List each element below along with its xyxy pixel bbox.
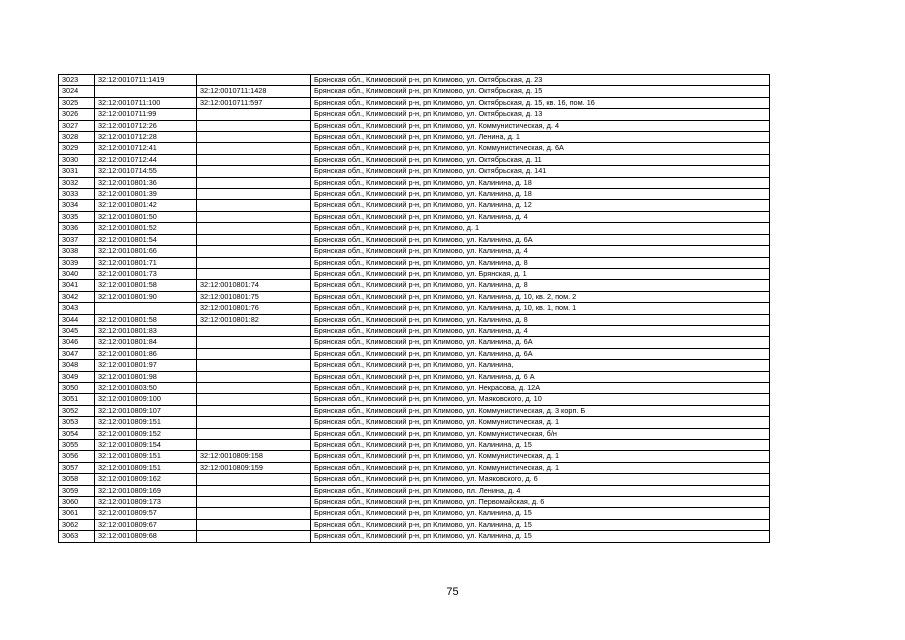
address-cell: Брянская обл., Климовский р-н, рп Климово, ул. Ленина, д. 1 [311,132,770,143]
row-number-cell: 3040 [59,268,95,279]
cadastral-number-cell: 32:12:0010801:39 [95,189,197,200]
row-number-cell: 3047 [59,348,95,359]
related-cadastral-number-cell: 32:12:0010801:82 [197,314,311,325]
cadastral-number-cell: 32:12:0010711:1419 [95,75,197,86]
related-cadastral-number-cell [197,394,311,405]
address-cell: Брянская обл., Климовский р-н, рп Климово, ул. Маяковского, д. 10 [311,394,770,405]
cadastral-number-cell: 32:12:0010809:107 [95,405,197,416]
address-cell: Брянская обл., Климовский р-н, рп Климово, ул. Калинина, д. 6 А [311,371,770,382]
table-row [59,440,770,451]
related-cadastral-number-cell [197,154,311,165]
related-cadastral-number-cell [197,257,311,268]
table-row [59,97,770,108]
cadastral-number-cell: 32:12:0010801:50 [95,211,197,222]
address-cell: Брянская обл., Климовский р-н, рп Климово, ул. Калинина, д. 15 [311,531,770,542]
cadastral-number-cell: 32:12:0010801:73 [95,268,197,279]
table-row [59,497,770,508]
related-cadastral-number-cell [197,405,311,416]
related-cadastral-number-cell [197,109,311,120]
related-cadastral-number-cell [197,485,311,496]
cadastral-number-cell: 32:12:0010809:169 [95,485,197,496]
related-cadastral-number-cell: 32:12:0010809:158 [197,451,311,462]
address-cell: Брянская обл., Климовский р-н, рп Климово, ул. Коммунистическая, д. 1 [311,451,770,462]
row-number-cell: 3025 [59,97,95,108]
row-number-cell: 3053 [59,417,95,428]
table-row [59,189,770,200]
cadastral-number-cell: 32:12:0010801:58 [95,280,197,291]
row-number-cell: 3024 [59,86,95,97]
row-number-cell: 3026 [59,109,95,120]
related-cadastral-number-cell [197,120,311,131]
row-number-cell: 3045 [59,325,95,336]
table-row [59,382,770,393]
row-number-cell: 3027 [59,120,95,131]
row-number-cell: 3052 [59,405,95,416]
table-row [59,223,770,234]
table-row [59,75,770,86]
related-cadastral-number-cell [197,325,311,336]
row-number-cell: 3031 [59,166,95,177]
row-number-cell: 3049 [59,371,95,382]
address-cell: Брянская обл., Климовский р-н, рп Климово, ул. Октябрьская, д. 141 [311,166,770,177]
related-cadastral-number-cell: 32:12:0010711:1428 [197,86,311,97]
table-row [59,325,770,336]
cadastral-number-cell: 32:12:0010809:173 [95,497,197,508]
related-cadastral-number-cell [197,508,311,519]
row-number-cell: 3061 [59,508,95,519]
row-number-cell: 3034 [59,200,95,211]
related-cadastral-number-cell [197,371,311,382]
cadastral-number-cell: 32:12:0010809:154 [95,440,197,451]
cadastral-number-cell: 32:12:0010801:66 [95,246,197,257]
address-cell: Брянская обл., Климовский р-н, рп Климово, ул. Брянская, д. 1 [311,268,770,279]
table-row [59,291,770,302]
cadastral-number-cell: 32:12:0010803:50 [95,382,197,393]
row-number-cell: 3057 [59,462,95,473]
table-row [59,360,770,371]
table-row [59,86,770,97]
related-cadastral-number-cell: 32:12:0010711:597 [197,97,311,108]
cadastral-number-cell [95,303,197,314]
related-cadastral-number-cell [197,211,311,222]
address-cell: Брянская обл., Климовский р-н, рп Климово, ул. Октябрьская, д. 13 [311,109,770,120]
cadastral-number-cell: 32:12:0010712:28 [95,132,197,143]
cadastral-number-cell: 32:12:0010809:151 [95,417,197,428]
address-cell: Брянская обл., Климовский р-н, рп Климово, ул. Калинина, д. 4 [311,246,770,257]
row-number-cell: 3037 [59,234,95,245]
address-cell: Брянская обл., Климовский р-н, рп Климово, ул. Калинина, д. 10, кв. 1, пом. 1 [311,303,770,314]
registry-table [58,74,770,543]
row-number-cell: 3059 [59,485,95,496]
table-row [59,303,770,314]
table-row [59,280,770,291]
address-cell: Брянская обл., Климовский р-н, рп Климово, ул. Калинина, д. 8 [311,257,770,268]
address-cell: Брянская обл., Климовский р-н, рп Климово, ул. Калинина, д. 6А [311,337,770,348]
cadastral-number-cell: 32:12:0010809:151 [95,451,197,462]
related-cadastral-number-cell [197,531,311,542]
related-cadastral-number-cell [197,428,311,439]
address-cell: Брянская обл., Климовский р-н, рп Климово, ул. Октябрьская, д. 11 [311,154,770,165]
cadastral-number-cell: 32:12:0010712:41 [95,143,197,154]
cadastral-number-cell: 32:12:0010801:58 [95,314,197,325]
table-row [59,268,770,279]
table-row [59,143,770,154]
row-number-cell: 3030 [59,154,95,165]
address-cell: Брянская обл., Климовский р-н, рп Климово, ул. Калинина, д. 8 [311,314,770,325]
address-cell: Брянская обл., Климовский р-н, рп Климово, ул. Некрасова, д. 12А [311,382,770,393]
row-number-cell: 3032 [59,177,95,188]
cadastral-number-cell: 32:12:0010801:36 [95,177,197,188]
address-cell: Брянская обл., Климовский р-н, рп Климово, ул. Коммунистическая, д. 1 [311,417,770,428]
address-cell: Брянская обл., Климовский р-н, рп Климово, ул. Калинина, д. 4 [311,325,770,336]
related-cadastral-number-cell [197,189,311,200]
cadastral-number-cell: 32:12:0010801:42 [95,200,197,211]
address-cell: Брянская обл., Климовский р-н, рп Климово, ул. Калинина, д. 6А [311,348,770,359]
row-number-cell: 3051 [59,394,95,405]
row-number-cell: 3048 [59,360,95,371]
cadastral-number-cell [95,86,197,97]
row-number-cell: 3058 [59,474,95,485]
related-cadastral-number-cell [197,474,311,485]
table-row [59,474,770,485]
related-cadastral-number-cell: 32:12:0010801:75 [197,291,311,302]
cadastral-number-cell: 32:12:0010801:90 [95,291,197,302]
cadastral-number-cell: 32:12:0010809:67 [95,519,197,530]
table-row [59,234,770,245]
table-row [59,462,770,473]
related-cadastral-number-cell [197,440,311,451]
address-cell: Брянская обл., Климовский р-н, рп Климово, ул. Калинина, д. 15 [311,508,770,519]
table-row [59,257,770,268]
related-cadastral-number-cell [197,382,311,393]
table-row [59,120,770,131]
row-number-cell: 3039 [59,257,95,268]
address-cell: Брянская обл., Климовский р-н, рп Климово, ул. Калинина, д. 18 [311,177,770,188]
row-number-cell: 3044 [59,314,95,325]
row-number-cell: 3035 [59,211,95,222]
cadastral-number-cell: 32:12:0010801:84 [95,337,197,348]
address-cell: Брянская обл., Климовский р-н, рп Климово, ул. Калинина, д. 15 [311,519,770,530]
cadastral-number-cell: 32:12:0010712:44 [95,154,197,165]
row-number-cell: 3029 [59,143,95,154]
cadastral-number-cell: 32:12:0010801:97 [95,360,197,371]
row-number-cell: 3050 [59,382,95,393]
related-cadastral-number-cell [197,223,311,234]
address-cell: Брянская обл., Климовский р-н, рп Климово, ул. Коммунистическая, б/н [311,428,770,439]
table-row [59,519,770,530]
address-cell: Брянская обл., Климовский р-н, рп Климово, ул. Калинина, д. 10, кв. 2, пом. 2 [311,291,770,302]
cadastral-number-cell: 32:12:0010809:57 [95,508,197,519]
address-cell: Брянская обл., Климовский р-н, рп Климово, ул. Коммунистическая, д. 3 корп. Б [311,405,770,416]
related-cadastral-number-cell [197,268,311,279]
table-row [59,166,770,177]
table-row [59,394,770,405]
table-row [59,451,770,462]
related-cadastral-number-cell [197,246,311,257]
related-cadastral-number-cell [197,177,311,188]
related-cadastral-number-cell: 32:12:0010801:74 [197,280,311,291]
address-cell: Брянская обл., Климовский р-н, рп Климово, ул. Октябрьская, д. 15 [311,86,770,97]
address-cell: Брянская обл., Климовский р-н, рп Климово, ул. Маяковского, д. 6 [311,474,770,485]
cadastral-number-cell: 32:12:0010809:151 [95,462,197,473]
address-cell: Брянская обл., Климовский р-н, рп Климово, ул. Калинина, д. 8 [311,280,770,291]
related-cadastral-number-cell [197,348,311,359]
related-cadastral-number-cell [197,166,311,177]
registry-table-body [59,75,770,543]
address-cell: Брянская обл., Климовский р-н, рп Климово, ул. Первомайская, д. 6 [311,497,770,508]
row-number-cell: 3036 [59,223,95,234]
related-cadastral-number-cell [197,360,311,371]
row-number-cell: 3028 [59,132,95,143]
table-row [59,405,770,416]
related-cadastral-number-cell [197,75,311,86]
cadastral-number-cell: 32:12:0010712:26 [95,120,197,131]
table-row [59,314,770,325]
related-cadastral-number-cell [197,417,311,428]
row-number-cell: 3038 [59,246,95,257]
related-cadastral-number-cell [197,234,311,245]
address-cell: Брянская обл., Климовский р-н, рп Климово, пл. Ленина, д. 4 [311,485,770,496]
row-number-cell: 3042 [59,291,95,302]
table-row [59,246,770,257]
row-number-cell: 3062 [59,519,95,530]
cadastral-number-cell: 32:12:0010711:100 [95,97,197,108]
related-cadastral-number-cell [197,143,311,154]
table-row [59,154,770,165]
row-number-cell: 3055 [59,440,95,451]
table-row [59,200,770,211]
address-cell: Брянская обл., Климовский р-н, рп Климово, ул. Калинина, [311,360,770,371]
cadastral-number-cell: 32:12:0010711:99 [95,109,197,120]
table-row [59,337,770,348]
table-row [59,508,770,519]
address-cell: Брянская обл., Климовский р-н, рп Климово, д. 1 [311,223,770,234]
cadastral-number-cell: 32:12:0010801:71 [95,257,197,268]
related-cadastral-number-cell [197,519,311,530]
address-cell: Брянская обл., Климовский р-н, рп Климово, ул. Калинина, д. 6А [311,234,770,245]
address-cell: Брянская обл., Климовский р-н, рп Климово, ул. Октябрьская, д. 23 [311,75,770,86]
cadastral-number-cell: 32:12:0010809:100 [95,394,197,405]
cadastral-number-cell: 32:12:0010801:54 [95,234,197,245]
cadastral-number-cell: 32:12:0010801:98 [95,371,197,382]
cadastral-number-cell: 32:12:0010801:52 [95,223,197,234]
row-number-cell: 3060 [59,497,95,508]
table-row [59,485,770,496]
row-number-cell: 3043 [59,303,95,314]
table-row [59,531,770,542]
address-cell: Брянская обл., Климовский р-н, рп Климово, ул. Коммунистическая, д. 6А [311,143,770,154]
table-row [59,132,770,143]
cadastral-number-cell: 32:12:0010714:55 [95,166,197,177]
table-row [59,109,770,120]
address-cell: Брянская обл., Климовский р-н, рп Климово, ул. Калинина, д. 15 [311,440,770,451]
row-number-cell: 3054 [59,428,95,439]
address-cell: Брянская обл., Климовский р-н, рп Климово, ул. Коммунистическая, д. 4 [311,120,770,131]
cadastral-number-cell: 32:12:0010809:152 [95,428,197,439]
row-number-cell: 3023 [59,75,95,86]
address-cell: Брянская обл., Климовский р-н, рп Климово, ул. Коммунистическая, д. 1 [311,462,770,473]
page-number: 75 [446,586,459,598]
row-number-cell: 3063 [59,531,95,542]
cadastral-number-cell: 32:12:0010801:83 [95,325,197,336]
cadastral-number-cell: 32:12:0010809:162 [95,474,197,485]
row-number-cell: 3033 [59,189,95,200]
row-number-cell: 3041 [59,280,95,291]
related-cadastral-number-cell: 32:12:0010809:159 [197,462,311,473]
table-row [59,348,770,359]
related-cadastral-number-cell [197,497,311,508]
table-row [59,177,770,188]
related-cadastral-number-cell [197,337,311,348]
address-cell: Брянская обл., Климовский р-н, рп Климово, ул. Калинина, д. 4 [311,211,770,222]
table-row [59,211,770,222]
table-row [59,417,770,428]
row-number-cell: 3056 [59,451,95,462]
address-cell: Брянская обл., Климовский р-н, рп Климово, ул. Калинина, д. 18 [311,189,770,200]
cadastral-number-cell: 32:12:0010809:68 [95,531,197,542]
table-row [59,428,770,439]
related-cadastral-number-cell [197,132,311,143]
table-row [59,371,770,382]
row-number-cell: 3046 [59,337,95,348]
address-cell: Брянская обл., Климовский р-н, рп Климово, ул. Октябрьская, д. 15, кв. 16, пом. 16 [311,97,770,108]
cadastral-number-cell: 32:12:0010801:86 [95,348,197,359]
address-cell: Брянская обл., Климовский р-н, рп Климово, ул. Калинина, д. 12 [311,200,770,211]
related-cadastral-number-cell: 32:12:0010801:76 [197,303,311,314]
related-cadastral-number-cell [197,200,311,211]
